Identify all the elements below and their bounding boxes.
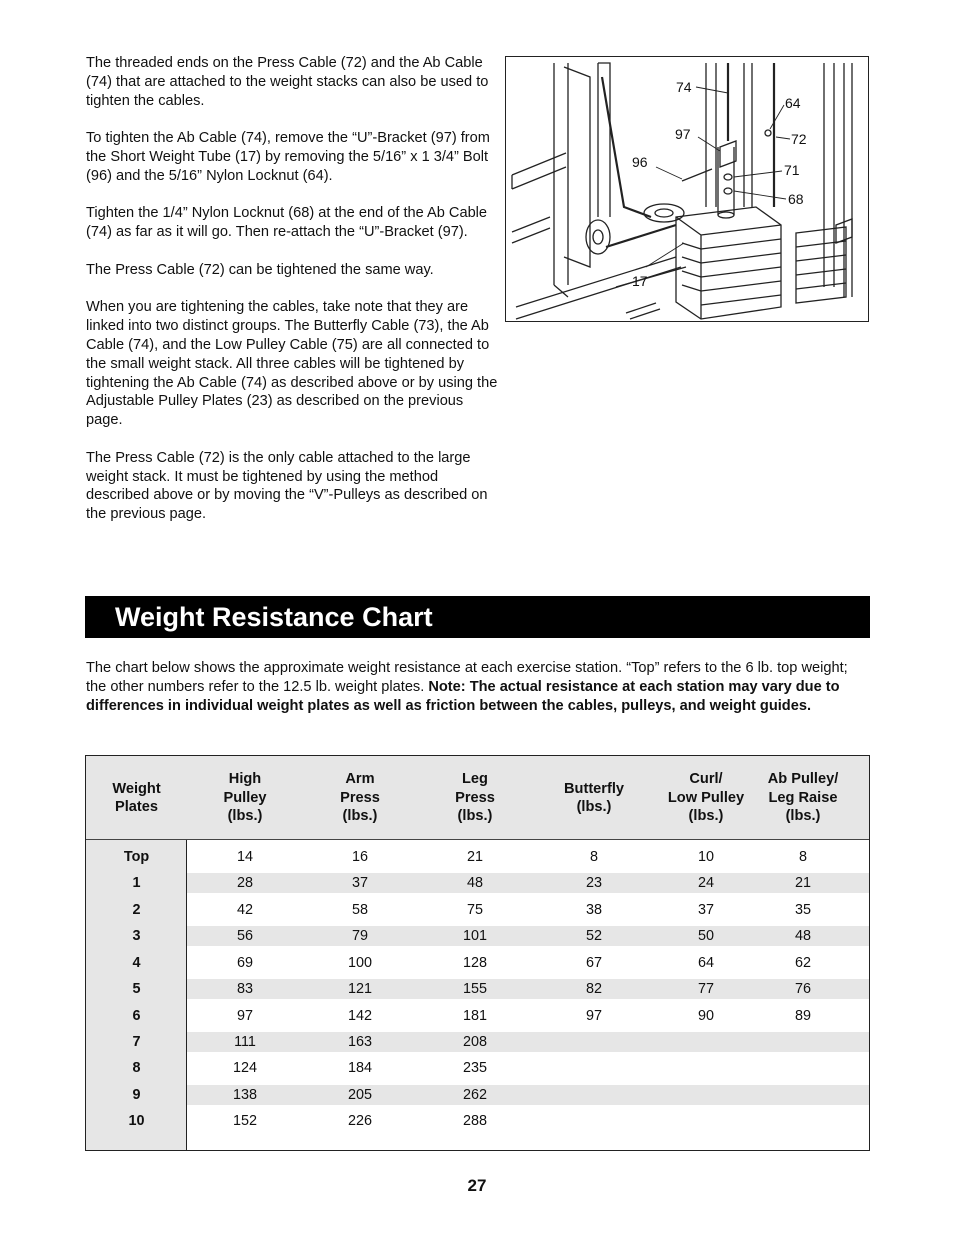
table-row xyxy=(86,923,869,949)
table-cell: 184 xyxy=(347,1060,372,1076)
table-cell: 28 xyxy=(236,875,253,891)
table-cell: 50 xyxy=(697,928,714,944)
weight-resistance-table xyxy=(85,755,870,1151)
table-cell: 21 xyxy=(466,849,483,865)
table-cell: 64 xyxy=(697,955,714,971)
table-cell: 181 xyxy=(462,1008,487,1024)
table-cell: 62 xyxy=(794,955,811,971)
header-high-pulley: High Pulley (lbs.) xyxy=(223,771,267,825)
table-row xyxy=(86,1029,869,1055)
callout-74: 74 xyxy=(676,79,692,95)
table-cell: 155 xyxy=(462,981,487,997)
table-cell: 262 xyxy=(462,1087,487,1103)
table-cell: 48 xyxy=(466,875,483,891)
paragraph: The Press Cable (72) can be tightened the same way. xyxy=(86,261,434,278)
table-cell: 226 xyxy=(347,1113,372,1129)
table-cell: 97 xyxy=(236,1008,253,1024)
callout-71: 71 xyxy=(784,162,800,178)
row-label: 9 xyxy=(132,1087,141,1103)
table-cell: 235 xyxy=(462,1060,487,1076)
row-label: 6 xyxy=(132,1008,141,1024)
header-curl-low-pulley: Curl/ Low Pulley (lbs.) xyxy=(667,771,745,825)
table-cell: 124 xyxy=(232,1060,257,1076)
table-row xyxy=(86,1003,869,1029)
table-cell: 21 xyxy=(794,875,811,891)
table-cell xyxy=(757,1108,849,1134)
header-ab-pulley-leg-raise: Ab Pulley/ Leg Raise (lbs.) xyxy=(767,771,839,825)
row-label: 2 xyxy=(132,902,141,918)
table-cell: 208 xyxy=(462,1034,487,1050)
table-cell: 152 xyxy=(232,1113,257,1129)
intro-note: Note: The actual resistance at each station may vary due to differences in individual weight plates as well as friction between the cables, pulleys, and weight guides. xyxy=(86,678,840,714)
table-cell xyxy=(533,1108,655,1134)
row-label: Top xyxy=(123,849,150,865)
paragraph: The Press Cable (72) is the only cable attached to the large weight stack. It must be tightened by using the method described above or by moving the “V”-Pulleys as described on the previous page. xyxy=(86,449,488,523)
instructions-text xyxy=(86,54,498,543)
table-row xyxy=(86,844,869,870)
table-cell: 24 xyxy=(697,875,714,891)
table-body xyxy=(86,840,869,1150)
row-label: 10 xyxy=(128,1113,145,1129)
chart-intro xyxy=(86,659,870,715)
row-label: 8 xyxy=(132,1060,141,1076)
table-row xyxy=(86,1108,869,1134)
table-cell xyxy=(757,1055,849,1081)
callout-72: 72 xyxy=(791,131,807,147)
table-cell: 82 xyxy=(585,981,602,997)
table-row xyxy=(86,870,869,896)
page-number: 27 xyxy=(467,1176,487,1195)
callout-97: 97 xyxy=(675,126,691,142)
table-cell: 138 xyxy=(232,1087,257,1103)
table-cell: 83 xyxy=(236,981,253,997)
table-cell: 142 xyxy=(347,1008,372,1024)
table-cell: 76 xyxy=(794,981,811,997)
table-cell: 67 xyxy=(585,955,602,971)
table-header xyxy=(86,756,869,840)
table-cell: 75 xyxy=(466,902,483,918)
header-leg-press: Leg Press (lbs.) xyxy=(455,771,495,825)
table-cell: 288 xyxy=(462,1113,487,1129)
row-label: 4 xyxy=(132,955,141,971)
table-cell xyxy=(655,1029,757,1055)
diagram-drawing xyxy=(506,57,868,321)
table-row xyxy=(86,897,869,923)
table-cell xyxy=(533,1029,655,1055)
table-cell: 14 xyxy=(236,849,253,865)
table-cell: 111 xyxy=(234,1034,256,1050)
header-weight-plates: Weight Plates xyxy=(112,780,161,815)
table-cell: 52 xyxy=(585,928,602,944)
table-cell: 79 xyxy=(351,928,368,944)
paragraph: To tighten the Ab Cable (74), remove the “U”-Bracket (97) from the Short Weight Tube (17) by removing the 5/16” x 1 3/4” Bolt (96) and the 5/16” Nylon Locknut (64). xyxy=(86,130,490,184)
callout-17: 17 xyxy=(632,273,648,289)
table-cell: 42 xyxy=(236,902,253,918)
table-cell: 35 xyxy=(794,902,811,918)
table-cell xyxy=(655,1108,757,1134)
row-label: 3 xyxy=(132,928,141,944)
intro-text: The chart below shows the approximate weight resistance at each exercise station. “Top” refers to the 6 lb. top weight; the other numbers refer to the 12.5 lb. weight plates. xyxy=(86,660,848,695)
header-arm-press: Arm Press (lbs.) xyxy=(340,771,380,825)
callout-68: 68 xyxy=(788,191,804,207)
table-cell xyxy=(655,1055,757,1081)
table-cell: 77 xyxy=(697,981,714,997)
table-cell: 128 xyxy=(462,955,487,971)
table-cell: 97 xyxy=(585,1008,602,1024)
table-cell: 90 xyxy=(697,1008,714,1024)
table-cell: 101 xyxy=(462,928,487,944)
table-cell xyxy=(757,1082,849,1108)
table-cell: 89 xyxy=(794,1008,811,1024)
header-butterfly: Butterfly (lbs.) xyxy=(564,780,624,815)
table-cell: 69 xyxy=(236,955,253,971)
table-cell xyxy=(533,1055,655,1081)
table-cell: 56 xyxy=(236,928,253,944)
section-title: Weight Resistance Chart xyxy=(85,596,870,638)
paragraph: When you are tightening the cables, take note that they are linked into two distinct groups. The Butterfly Cable (73), the Ab Cable (74), and the Low Pulley Cable (75) are all connected to the small weight stack. All three cables will be tightened by tightening the Ab Cable (74) as described above or by using the Adjustable Pulley Plates (23) as described on the previous page. xyxy=(86,299,498,429)
table-cell: 48 xyxy=(794,928,811,944)
table-cell: 38 xyxy=(585,902,602,918)
table-cell xyxy=(533,1082,655,1108)
paragraph: Tighten the 1/4” Nylon Locknut (68) at the end of the Ab Cable (74) as far as it will go. Then re-attach the “U”-Bracket (97). xyxy=(86,205,488,241)
row-label: 1 xyxy=(132,875,141,891)
table-row xyxy=(86,1082,869,1108)
table-cell: 163 xyxy=(347,1034,372,1050)
row-label: 5 xyxy=(132,981,141,997)
table-cell: 100 xyxy=(347,955,372,971)
table-cell xyxy=(655,1082,757,1108)
table-cell: 8 xyxy=(589,849,598,865)
table-row xyxy=(86,950,869,976)
table-cell: 8 xyxy=(798,849,807,865)
table-cell: 121 xyxy=(347,981,372,997)
row-label: 7 xyxy=(132,1034,141,1050)
table-cell: 205 xyxy=(347,1087,372,1103)
cable-assembly-diagram xyxy=(505,56,869,322)
callout-64: 64 xyxy=(785,95,801,111)
table-cell xyxy=(757,1029,849,1055)
paragraph: The threaded ends on the Press Cable (72) and the Ab Cable (74) that are attached to the weight stacks can also be used to tighten the cables. xyxy=(86,55,489,109)
table-cell: 37 xyxy=(351,875,368,891)
table-cell: 10 xyxy=(697,849,714,865)
table-cell: 37 xyxy=(697,902,714,918)
callout-96: 96 xyxy=(632,154,648,170)
table-cell: 23 xyxy=(585,875,602,891)
table-row xyxy=(86,976,869,1002)
table-cell: 16 xyxy=(351,849,368,865)
table-cell: 58 xyxy=(351,902,368,918)
table-row xyxy=(86,1055,869,1081)
